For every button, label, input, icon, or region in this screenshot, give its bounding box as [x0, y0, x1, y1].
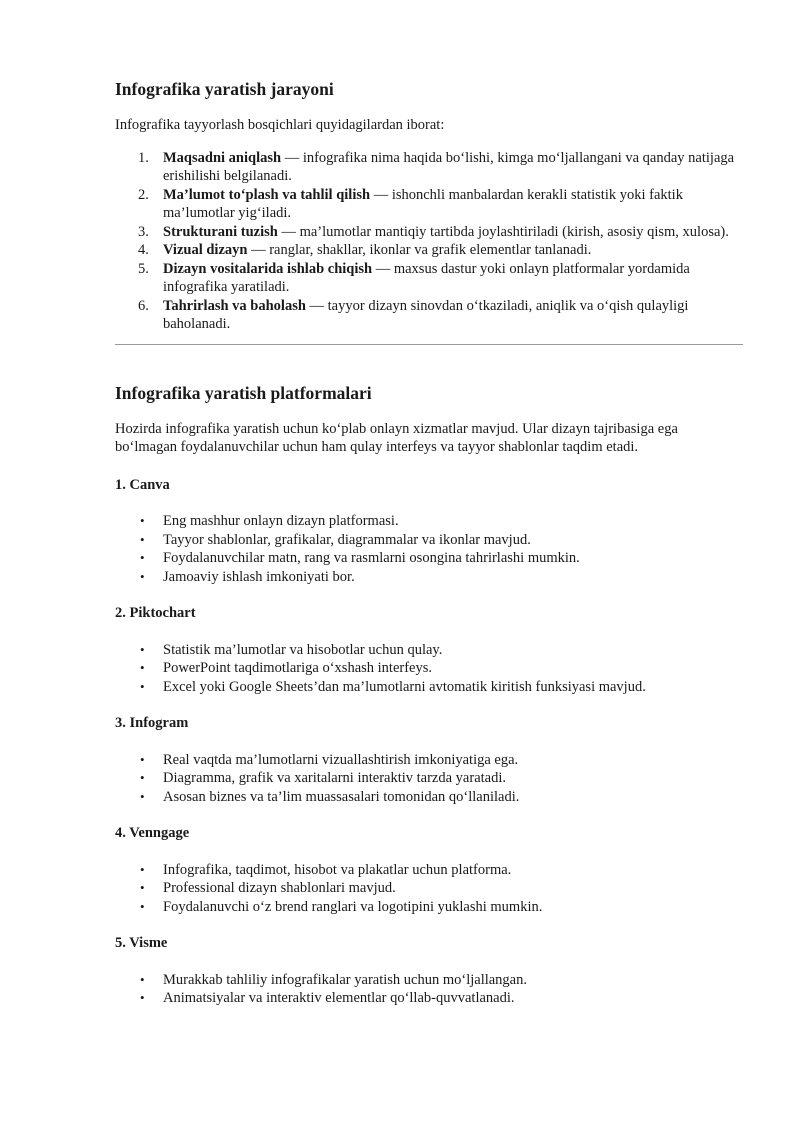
section-heading: Infografika yaratish platformalari: [115, 382, 372, 403]
step-title: Ma’lumot to‘plash va tahlil qilish: [163, 186, 371, 203]
bullet-icon: •: [140, 568, 145, 584]
platform-title: 3. Infogram: [115, 715, 189, 731]
bullet-icon: •: [140, 990, 145, 1005]
step-title: Vizual dizayn: [163, 242, 248, 258]
bullet-icon: •: [140, 550, 145, 565]
list-item: [115, 241, 743, 260]
bullet-icon: •: [140, 861, 145, 877]
step-text: — ishonchli manbalardan kerakli statistik yoki faktik ma’lumotlar yig‘iladi.: [163, 186, 683, 221]
document-page: [115, 74, 743, 1008]
list-number: 5.: [138, 260, 149, 277]
bullet-icon: •: [140, 788, 145, 804]
platform-features: [115, 641, 743, 697]
platform-title: 4. Venngage: [115, 825, 190, 841]
step-text: — infografika nima haqida bo‘lishi, kimga mo‘ljallangani va qanday natijaga erishilishi belgilanadi.: [163, 149, 735, 184]
list-item: • Tayyor shablonlar, grafikalar, diagrammalar va ikonlar mavjud.: [140, 531, 531, 548]
list-item: • Eng mashhur onlayn dizayn platformasi.: [140, 513, 399, 529]
bullet-icon: •: [140, 898, 145, 914]
list-item: • Real vaqtda ma’lumotlarni vizuallashtirish imkoniyatiga ega.: [140, 751, 519, 768]
platform-title: 2. Piktochart: [115, 605, 196, 621]
list-number: 1.: [138, 149, 149, 166]
step-title: Strukturani tuzish: [163, 223, 278, 240]
step-text: — tayyor dizayn sinovdan o‘tkaziladi, aniqlik va o‘qish qulayligi baholanadi.: [163, 297, 689, 332]
step-text: — maxsus dastur yoki onlayn platformalar yordamida infografika yaratiladi.: [163, 260, 690, 295]
step-text: — ma’lumotlar mantiqiy tartibda joylashtiriladi (kirish, asosiy qism, xulosa).: [277, 223, 729, 240]
platform-features: [115, 751, 743, 807]
bullet-icon: •: [140, 678, 145, 694]
list-item: • Foydalanuvchilar matn, rang va rasmlarni osongina tahrirlashi mumkin.: [140, 550, 580, 566]
list-item: • Animatsiyalar va interaktiv elementlar qo‘llab-quvvatlanadi.: [140, 990, 515, 1006]
list-item: • Diagramma, grafik va xaritalarni interaktiv tarzda yaratadi.: [140, 770, 507, 786]
step-title: Maqsadni aniqlash: [163, 149, 282, 166]
bullet-icon: •: [140, 513, 145, 528]
list-item: • Foydalanuvchi o‘z brend ranglari va logotipini yuklashi mumkin.: [140, 898, 543, 915]
list-number: 4.: [138, 242, 149, 258]
list-item: [115, 223, 743, 242]
list-item: • Infografika, taqdimot, hisobot va plakatlar uchun platforma.: [140, 861, 512, 878]
step-title: Dizayn vositalarida ishlab chiqish: [163, 260, 373, 277]
bullet-icon: •: [140, 880, 145, 895]
section-heading: Infografika yaratish jarayoni: [115, 79, 334, 99]
list-item: • PowerPoint taqdimotlariga o‘xshash interfeys.: [140, 660, 433, 676]
list-item: • Asosan biznes va ta’lim muassasalari tomonidan qo‘llaniladi.: [140, 788, 520, 805]
list-number: 6.: [138, 297, 149, 314]
list-item: [115, 186, 743, 223]
platform-features: [115, 971, 743, 1008]
bullet-icon: •: [140, 660, 145, 675]
bullet-icon: •: [140, 641, 145, 657]
section-divider: [115, 344, 743, 345]
list-item: [115, 149, 743, 186]
bullet-icon: •: [140, 971, 145, 987]
platform-title: 5. Visme: [115, 935, 168, 951]
list-item: • Murakkab tahliliy infografikalar yaratish uchun mo‘ljallangan.: [140, 971, 527, 988]
list-number: 2.: [138, 186, 149, 203]
platform-features: [115, 861, 743, 917]
step-title: Tahrirlash va baholash: [163, 297, 306, 314]
list-number: 3.: [138, 223, 149, 240]
bullet-icon: •: [140, 770, 145, 785]
list-item: • Statistik ma’lumotlar va hisobotlar uchun qulay.: [140, 641, 443, 658]
step-text: — ranglar, shakllar, ikonlar va grafik elementlar tanlanadi.: [247, 242, 592, 258]
section-intro: Infografika tayyorlash bosqichlari quyidagilardan iborat:: [115, 117, 445, 133]
list-item: • Professional dizayn shablonlari mavjud.: [140, 880, 396, 896]
list-item: [115, 297, 743, 334]
bullet-icon: •: [140, 751, 145, 767]
platform-features: [115, 512, 743, 586]
bullet-icon: •: [140, 531, 145, 547]
section-intro: Hozirda infografika yaratish uchun ko‘plab onlayn xizmatlar mavjud. Ular dizayn tajribasiga ega bo‘lmagan foydalanuvchilar uchun ham qulay interfeys va tayyor shablonlar taqdim etadi.: [115, 420, 678, 455]
list-item: [115, 260, 743, 297]
list-item: • Excel yoki Google Sheets’dan ma’lumotlarni avtomatik kiritish funksiyasi mavjud.: [140, 678, 646, 695]
platform-title: 1. Canva: [115, 476, 170, 493]
steps-list: [115, 149, 743, 334]
list-item: • Jamoaviy ishlash imkoniyati bor.: [140, 568, 355, 585]
